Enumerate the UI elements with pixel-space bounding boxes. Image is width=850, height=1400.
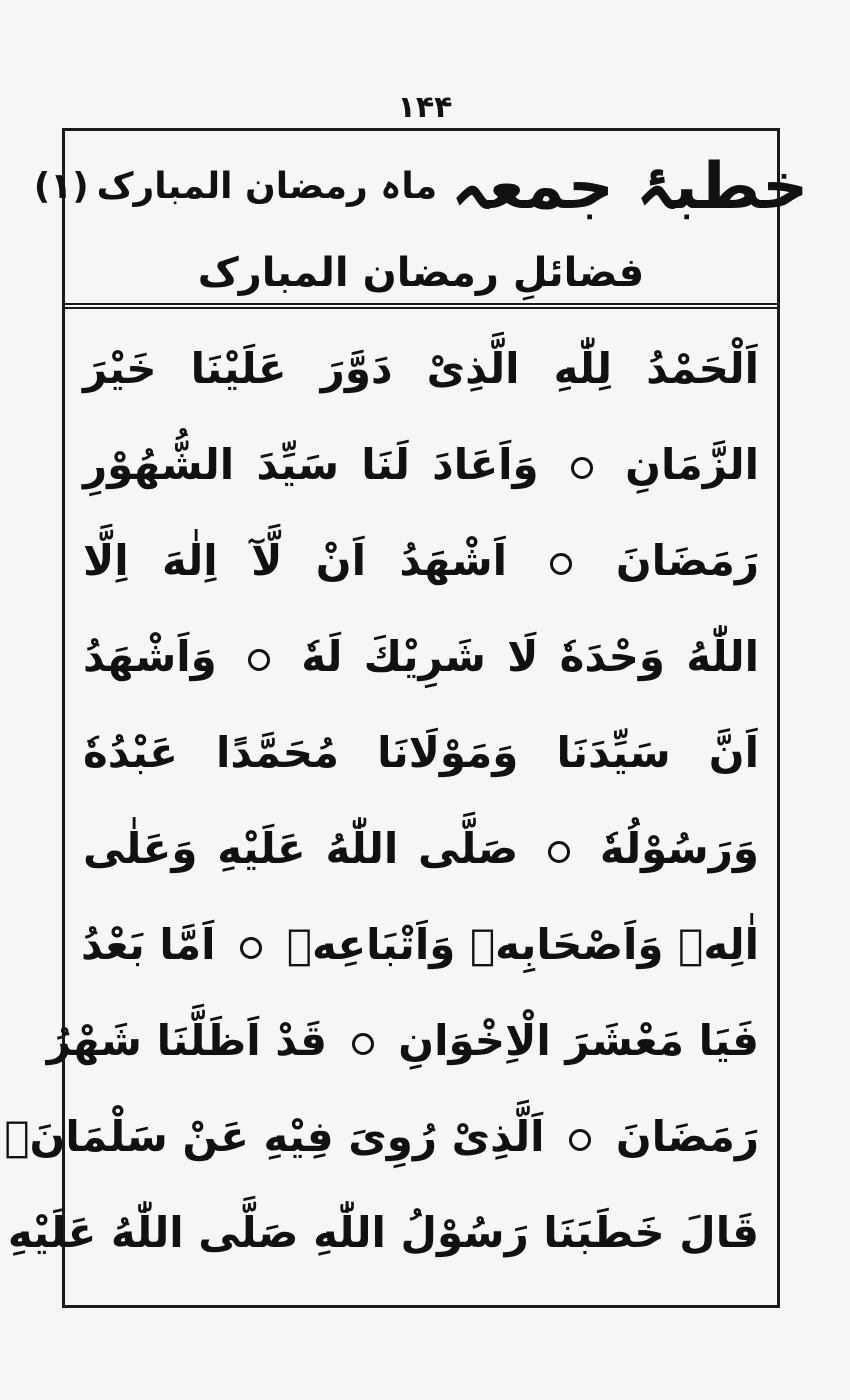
text-line (83, 801, 759, 897)
sermon-title: خطبۂ جمعہ (451, 150, 809, 224)
text-line (83, 609, 759, 705)
text-segment: رَمَضَانَ (615, 1112, 759, 1161)
text-segment: اَمَّا بَعْدُ (81, 920, 216, 969)
sermon-subtitle: ماہ رمضان المبارک (96, 166, 438, 207)
page-frame (4, 128, 809, 1308)
text-line (83, 705, 759, 801)
verse-separator-circle-icon (248, 649, 270, 671)
text-segment: قَالَ خَطَبَنَا رَسُوْلُ اللّٰهِ صَلَّی اللّٰهُ عَلَیْهِ (7, 1208, 759, 1257)
text-line (83, 321, 759, 417)
text-segment: وَاَشْهَدُ (83, 632, 217, 681)
verse-separator-circle-icon (569, 1129, 591, 1151)
text-segment: وَرَسُوْلُهٗ (599, 824, 760, 873)
verse-separator-circle-icon (352, 1033, 374, 1055)
text-segment: اَنَّ سَیِّدَنَا وَمَوْلَانَا مُحَمَّدًا عَبْدُهٗ (83, 728, 759, 777)
text-segment: اَلَّذِیْ رُوِیَ فِیْهِ عَنْ سَلْمَانَؓ (4, 1112, 545, 1161)
verse-separator-circle-icon (550, 553, 572, 575)
text-segment: اٰلِهٖ وَاَصْحَابِهٖ وَاَتْبَاعِهٖ (286, 920, 759, 969)
sermon-body (4, 321, 760, 1281)
page-number: ۱۴۴ (397, 90, 453, 125)
text-line (83, 513, 759, 609)
text-line (83, 417, 759, 513)
text-line (83, 897, 759, 993)
topic-heading: فضائلِ رمضان المبارک (197, 250, 645, 296)
text-segment: اَشْهَدُ اَنْ لَّآ اِلٰهَ اِلَّا (83, 536, 508, 585)
verse-separator-circle-icon (240, 937, 262, 959)
text-segment: صَلَّی اللّٰهُ عَلَیْهِ وَعَلٰی (83, 824, 519, 873)
verse-separator-circle-icon (571, 457, 593, 479)
text-segment: الزَّمَانِ (625, 440, 760, 489)
verse-separator-circle-icon (548, 841, 570, 863)
text-line (7, 1185, 759, 1281)
sermon-sequence: (۱) (33, 166, 89, 207)
text-segment: وَاَعَادَ لَنَا سَیِّدَ الشُّهُوْرِ (83, 440, 539, 489)
double-rule-divider (65, 303, 777, 309)
text-segment: رَمَضَانَ (615, 536, 760, 585)
text-segment: اللّٰهُ وَحْدَهٗ لَا شَرِیْكَ لَهٗ (301, 632, 760, 681)
text-line (46, 993, 759, 1089)
text-segment: قَدْ اَظَلَّنَا شَهْرُ (46, 1016, 327, 1065)
sermon-title-line (33, 137, 809, 237)
text-segment: اَلْحَمْدُ لِلّٰهِ الَّذِیْ دَوَّرَ عَلَیْنَا خَیْرَ (83, 344, 759, 393)
text-line (4, 1089, 759, 1185)
text-segment: فَیَا مَعْشَرَ الْاِخْوَانِ (398, 1016, 759, 1065)
